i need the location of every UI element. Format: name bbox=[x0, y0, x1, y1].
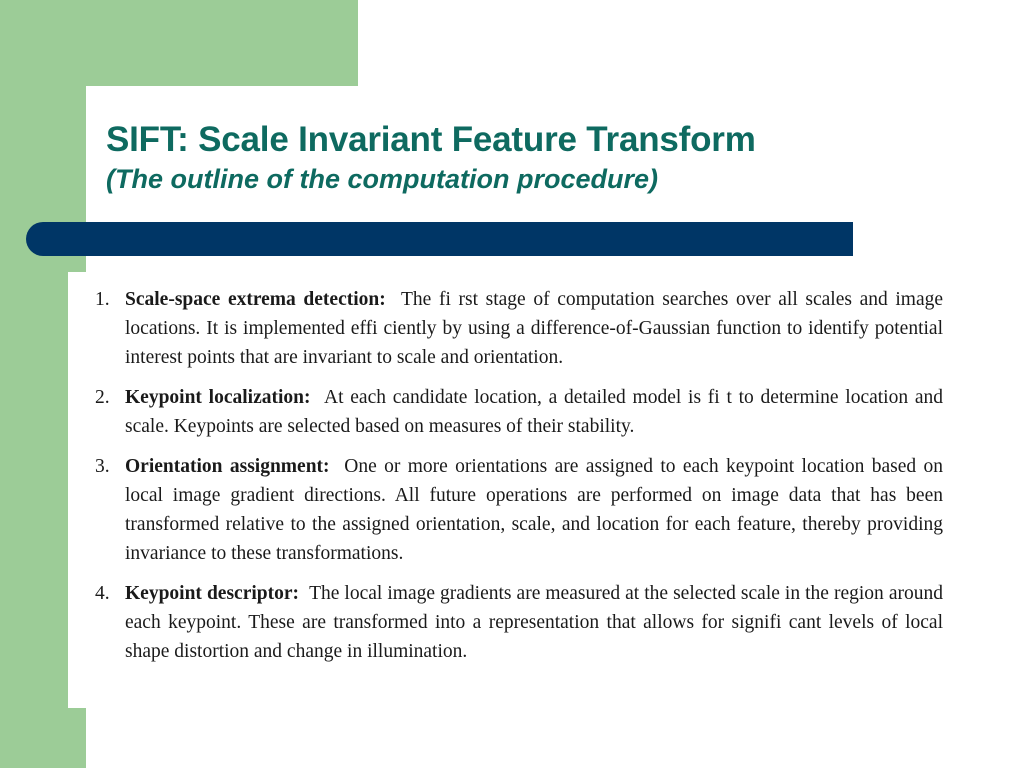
step-text: One or more orientations are assigned to each keypoint location based on local image gradient directions. All future operations are performed on image data that has been transformed relative to the assigned orientation, scale, and location for each feature, thereby providing invariance to these transformations. bbox=[125, 456, 943, 564]
steps-list bbox=[95, 285, 943, 677]
step-number: 1. bbox=[95, 289, 110, 310]
step-label: Keypoint localization: bbox=[125, 387, 325, 408]
step-label: Keypoint descriptor: bbox=[125, 583, 310, 604]
list-item bbox=[95, 452, 943, 568]
slide-subtitle: (The outline of the computation procedure) bbox=[106, 164, 658, 194]
list-item bbox=[95, 383, 943, 441]
step-number: 2. bbox=[95, 387, 110, 408]
list-item bbox=[95, 285, 943, 372]
step-text: At each candidate location, a detailed model is fi t to determine location and scale. Keypoints are selected based on measures of their stability. bbox=[125, 387, 943, 437]
step-label: Scale-space extrema detection: bbox=[125, 289, 401, 310]
step-label: Orientation assignment: bbox=[125, 456, 345, 477]
step-text: The fi rst stage of computation searches over all scales and image locations. It is implemented effi ciently by using a difference-of-Gaussian function to identify potential interest points that are invariant to scale and orientation. bbox=[125, 289, 944, 368]
step-text: The local image gradients are measured at the selected scale in the region around each keypoint. These are transformed into a representation that allows for signifi cant levels of local shape distortion and change in illumination. bbox=[125, 583, 943, 662]
title-block bbox=[106, 118, 986, 196]
slide-title: SIFT: Scale Invariant Feature Transform bbox=[106, 120, 756, 159]
decor-title-bar bbox=[26, 222, 853, 256]
list-item bbox=[95, 579, 943, 666]
step-number: 3. bbox=[95, 456, 110, 477]
step-number: 4. bbox=[95, 583, 110, 604]
